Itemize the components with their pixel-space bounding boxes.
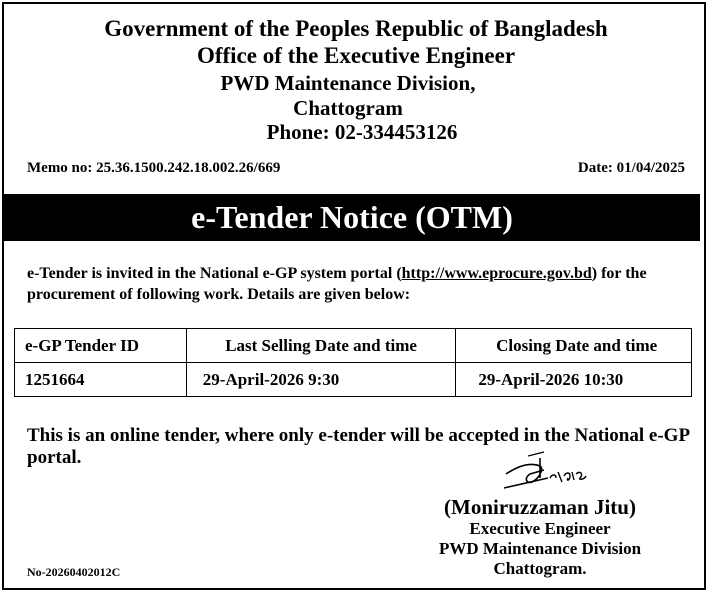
title-banner — [4, 194, 700, 241]
memo-number: Memo no: 25.36.1500.242.18.002.26/669 — [27, 160, 281, 176]
column-header-tender-id: e-GP Tender ID — [15, 329, 187, 363]
division-heading: PWD Maintenance Division, — [220, 71, 476, 95]
table-header-row — [15, 329, 692, 363]
intro-text-before: e-Tender is invited in the National e-GP system portal ( — [27, 265, 402, 282]
signatory-name: (Moniruzzaman Jitu) — [444, 495, 636, 519]
online-tender-notice: This is an online tender, where only e-tender will be accepted in the National e-GP portal. — [27, 425, 690, 468]
column-header-last-selling: Last Selling Date and time — [186, 329, 456, 363]
phone-number: Phone: 02-334453126 — [266, 120, 458, 144]
eprocure-link[interactable]: http://www.eprocure.gov.bd — [401, 265, 592, 282]
table-row — [15, 363, 692, 397]
intro-paragraph — [27, 263, 707, 305]
government-heading: Government of the Peoples Republic of Bangladesh — [104, 16, 608, 41]
notice-title: e-Tender Notice (OTM) — [191, 199, 513, 235]
intro-text-after: ) for the procurement of following work. Details are given below: — [27, 265, 647, 303]
signatory-title: Executive Engineer — [469, 519, 611, 538]
city-heading: Chattogram — [293, 96, 403, 120]
tender-table — [14, 328, 692, 397]
closing-date-cell: 29-April-2026 10:30 — [456, 363, 692, 397]
tender-id-cell: 1251664 — [15, 363, 187, 397]
last-selling-cell: 29-April-2026 9:30 — [186, 363, 456, 397]
reference-number: No-20260402012C — [27, 565, 121, 579]
column-header-closing: Closing Date and time — [456, 329, 692, 363]
signature-image — [500, 448, 620, 496]
office-heading: Office of the Executive Engineer — [196, 43, 516, 68]
signatory-city: Chattogram. — [493, 559, 587, 578]
signatory-division: PWD Maintenance Division — [438, 539, 642, 558]
memo-date: Date: 01/04/2025 — [577, 160, 685, 176]
